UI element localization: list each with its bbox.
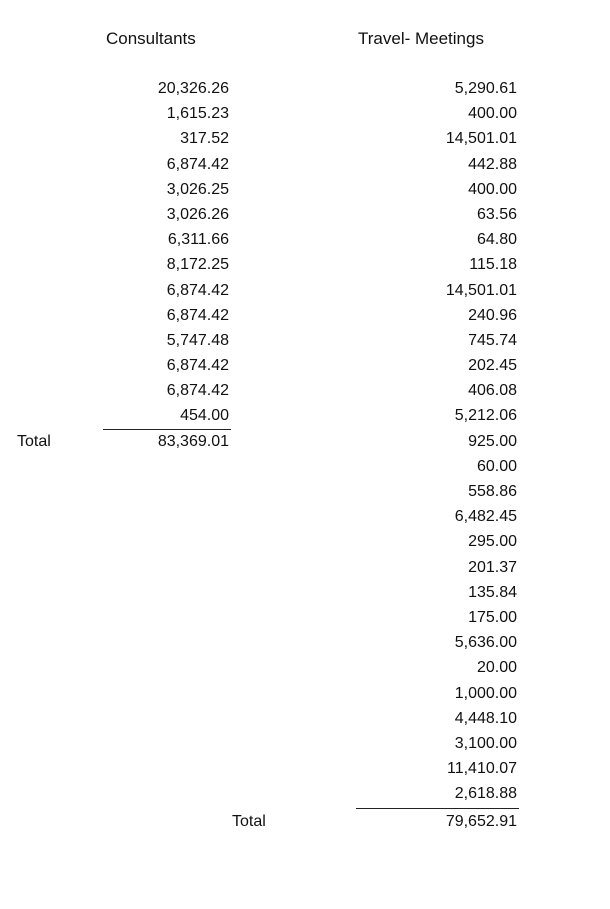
travel-meetings-amount: 202.45 xyxy=(468,357,517,375)
travel-meetings-total-label: Total xyxy=(232,813,266,830)
travel-meetings-amount: 20.00 xyxy=(476,659,517,677)
consultants-amount: 6,311.66 xyxy=(167,231,229,249)
travel-meetings-amount: 201.37 xyxy=(468,558,517,576)
consultants-amount: 454.00 xyxy=(180,407,229,425)
travel-meetings-amount: 11,410.07 xyxy=(447,760,517,778)
travel-meetings-amount: 115.18 xyxy=(469,256,517,274)
consultants-amount: 3,026.25 xyxy=(166,180,229,198)
consultants-amount: 317.52 xyxy=(180,130,229,148)
travel-meetings-amount: 5,636.00 xyxy=(454,634,517,652)
consultants-amount: 6,874.42 xyxy=(166,281,229,299)
consultants-amount: 5,747.48 xyxy=(166,331,229,349)
travel-meetings-amount: 295.00 xyxy=(468,533,517,551)
consultants-total-value: 83,369.01 xyxy=(157,433,229,450)
consultants-amount: 6,874.42 xyxy=(166,155,229,173)
travel-meetings-amount: 400.00 xyxy=(468,105,517,123)
consultants-amount: 6,874.42 xyxy=(166,382,229,400)
consultants-header: Consultants xyxy=(106,29,196,48)
travel-meetings-amount: 4,448.10 xyxy=(454,709,517,727)
travel-meetings-amount: 135.84 xyxy=(468,583,517,601)
travel-meetings-amount: 240.96 xyxy=(468,306,517,324)
travel-meetings-amount: 400.00 xyxy=(468,180,517,198)
travel-meetings-column xyxy=(380,76,517,806)
consultants-amount: 6,874.42 xyxy=(166,357,229,375)
consultants-column xyxy=(110,76,229,429)
travel-meetings-amount: 175.00 xyxy=(468,608,517,626)
travel-meetings-amount: 558.86 xyxy=(468,483,517,500)
travel-meetings-amount: 406.08 xyxy=(468,382,517,400)
travel-meetings-amount: 745.74 xyxy=(468,331,517,349)
travel-meetings-amount: 442.88 xyxy=(468,155,517,173)
travel-meetings-amount: 64.80 xyxy=(476,231,517,249)
travel-meetings-amount: 925.00 xyxy=(468,432,517,450)
consultants-amount: 6,874.42 xyxy=(166,306,229,324)
travel-meetings-amount: 14,501.01 xyxy=(445,281,517,299)
travel-meetings-amount: 5,290.61 xyxy=(454,80,517,97)
travel-meetings-amount: 63.56 xyxy=(476,205,517,223)
travel-meetings-amount: 5,212.06 xyxy=(454,407,517,425)
consultants-amount: 8,172.25 xyxy=(166,256,229,274)
travel-meetings-header: Travel- Meetings xyxy=(358,29,484,48)
consultants-amount: 3,026.26 xyxy=(166,205,229,223)
consultants-amount: 1,615.23 xyxy=(166,105,229,123)
travel-meetings-total-value: 79,652.91 xyxy=(445,813,517,830)
travel-meetings-amount: 3,100.00 xyxy=(454,734,517,752)
travel-meetings-amount: 1,000.00 xyxy=(454,684,517,702)
travel-meetings-amount: 2,618.88 xyxy=(454,785,517,803)
consultants-amount: 20,326.26 xyxy=(157,80,229,97)
travel-meetings-amount: 14,501.01 xyxy=(445,130,517,148)
travel-meetings-amount: 6,482.45 xyxy=(454,508,517,526)
travel-meetings-amount: 60.00 xyxy=(476,457,517,475)
consultants-total-label: Total xyxy=(17,433,51,450)
